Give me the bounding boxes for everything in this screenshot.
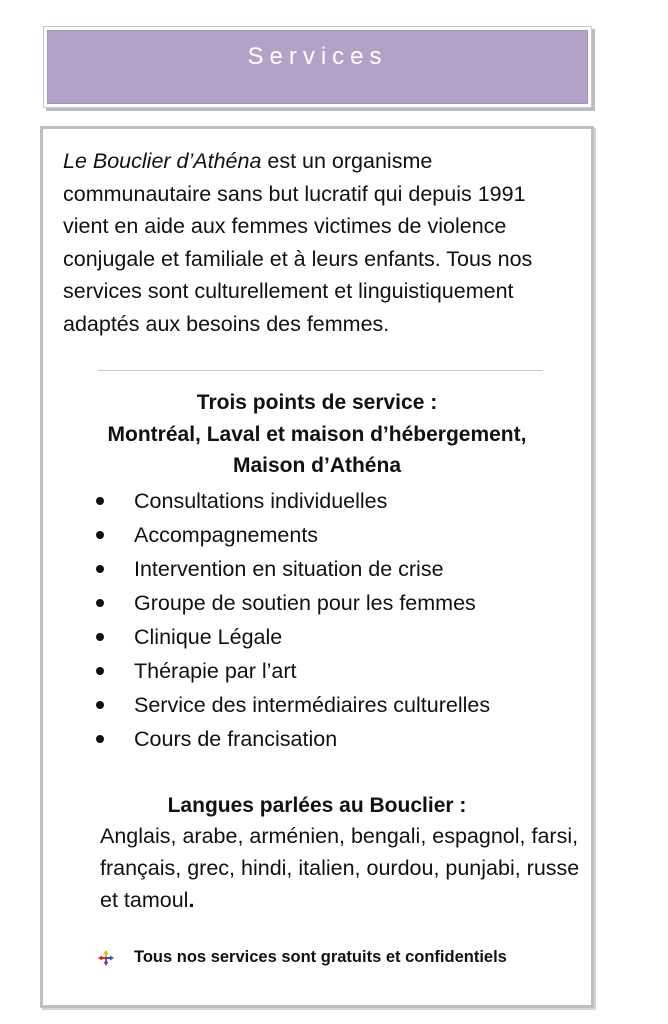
bullet-icon — [96, 599, 104, 607]
service-points-heading — [43, 387, 591, 482]
free-services-text: Tous nos services sont gratuits et confidentiels — [134, 948, 507, 966]
bullet-icon — [96, 531, 104, 539]
services-list — [93, 484, 490, 756]
organization-name: Le Bouclier d’Athéna — [63, 149, 262, 173]
service-label: Clinique Légale — [134, 625, 283, 649]
bullet-icon — [96, 633, 104, 641]
service-label: Intervention en situation de crise — [134, 557, 444, 581]
bullet-icon — [96, 497, 104, 505]
header-box — [43, 26, 592, 108]
list-item — [93, 654, 490, 688]
languages-period: . — [188, 888, 195, 912]
content-box — [40, 126, 594, 1008]
list-item — [93, 552, 490, 586]
list-item — [93, 688, 490, 722]
service-points-line-2: Montréal, Laval et maison d’hébergement, — [107, 422, 527, 446]
service-points-line-3: Maison d’Athéna — [232, 454, 401, 477]
divider — [98, 370, 543, 371]
service-label: Thérapie par l’art — [134, 659, 297, 683]
intro-text: est un organisme communautaire sans but lucratif qui depuis 1991 vient en aide aux femmes victimes de violence conjugale et familiale et à leurs enfants. Tous nos services sont culturellement et linguistiquement adaptés aux besoins des femmes. — [63, 149, 533, 336]
bullet-icon — [96, 735, 104, 743]
intro-paragraph — [63, 145, 573, 340]
service-label: Consultations individuelles — [134, 489, 388, 513]
list-item — [93, 518, 490, 552]
list-item — [93, 620, 490, 654]
header-banner — [47, 30, 588, 104]
languages-text — [100, 820, 580, 916]
service-label: Accompagnements — [134, 523, 319, 547]
service-label: Cours de francisation — [134, 727, 338, 751]
bullet-icon — [96, 565, 104, 573]
list-item — [93, 586, 490, 620]
bullet-icon — [96, 701, 104, 709]
list-item — [93, 722, 490, 756]
languages-list: Anglais, arabe, arménien, bengali, espagnol, farsi, français, grec, hindi, italien, ourdou, punjabi, russe et tamoul — [100, 824, 580, 912]
languages-heading: Langues parlées au Bouclier : — [167, 794, 467, 817]
page-title: Services — [247, 43, 388, 70]
service-label: Service des intermédiaires culturelles — [134, 693, 491, 717]
bullet-icon — [96, 667, 104, 675]
service-label: Groupe de soutien pour les femmes — [134, 591, 476, 615]
four-direction-arrow-icon — [98, 950, 114, 966]
list-item — [93, 484, 490, 518]
service-points-line-1: Trois points de service : — [196, 391, 438, 414]
